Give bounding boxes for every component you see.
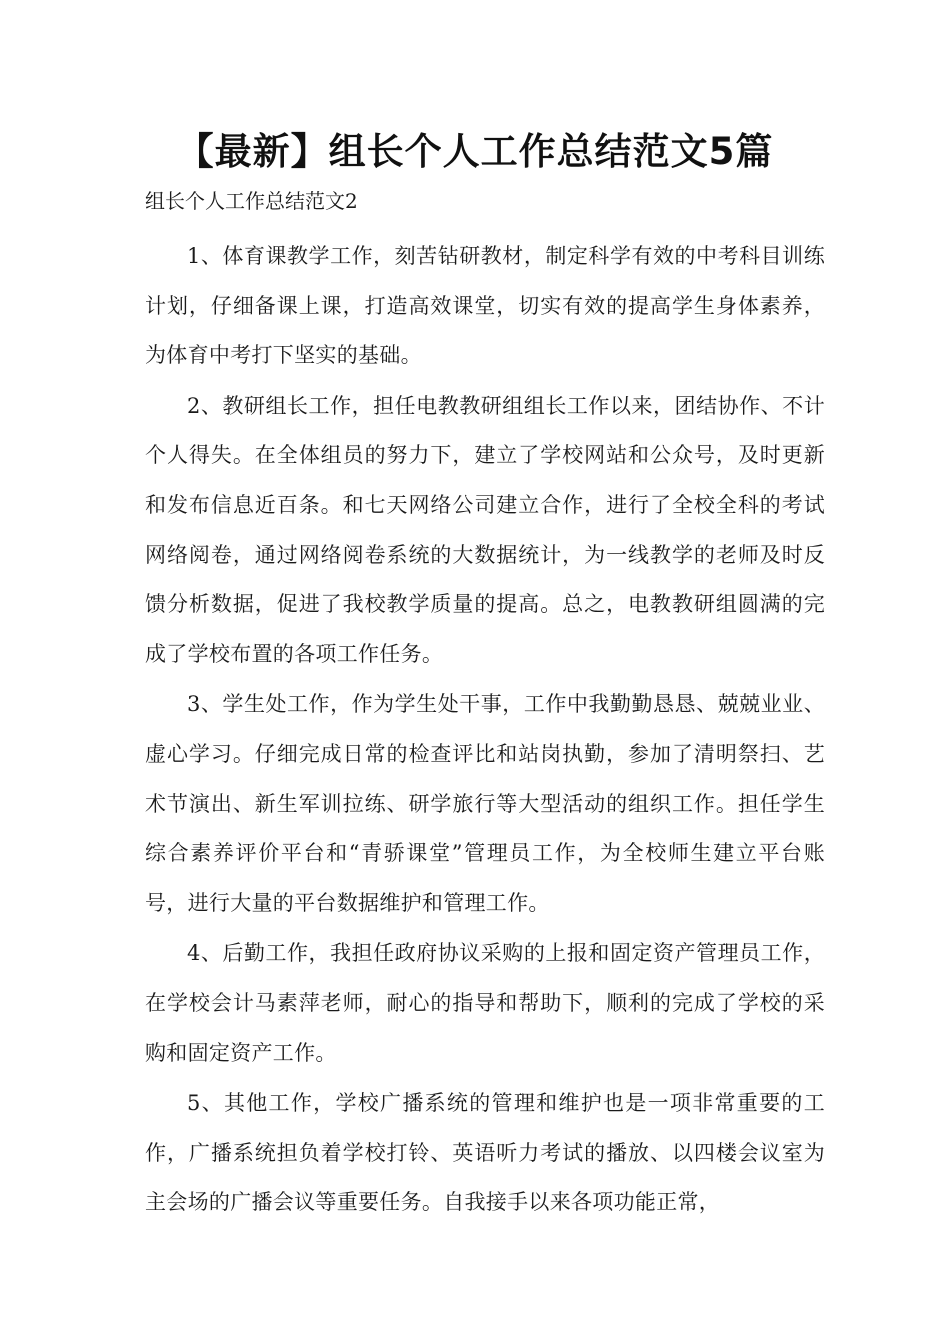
paragraph-4: 4、后勤工作，我担任政府协议采购的上报和固定资产管理员工作，在学校会计马素萍老师，耐心的指导和帮助下，顺利的完成了学校的采购和固定资产工作。 [145, 941, 825, 1065]
paragraph-3: 3、学生处工作，作为学生处干事，工作中我勤勤恳恳、兢兢业业、虚心学习。仔细完成日常的检查评比和站岗执勤，参加了清明祭扫、艺术节演出、新生军训拉练、研学旅行等大型活动的组织工作。担任学生综合素养评价平台和“青骄课堂”管理员工作，为全校师生建立平台账号，进行大量的平台数据维护和管理工作。 [145, 692, 825, 915]
paragraph-5: 5、其他工作，学校广播系统的管理和维护也是一项非常重要的工作，广播系统担负着学校打铃、英语听力考试的播放、以四楼会议室为主会场的广播会议等重要任务。自我接手以来各项功能正常， [145, 1091, 825, 1215]
paragraph-1: 1、体育课教学工作，刻苦钻研教材，制定科学有效的中考科目训练计划，仔细备课上课，打造高效课堂，切实有效的提高学生身体素养，为体育中考打下坚实的基础。 [145, 244, 825, 368]
document-title: 【最新】组长个人工作总结范文5篇 [176, 130, 774, 173]
paragraph-2: 2、教研组长工作，担任电教教研组组长工作以来，团结协作、不计个人得失。在全体组员的努力下，建立了学校网站和公众号，及时更新和发布信息近百条。和七天网络公司建立合作，进行了全校全科的考试网络阅卷，通过网络阅卷系统的大数据统计，为一线教学的老师及时反馈分析数据，促进了我校教学质量的提高。总之，电教教研组圆满的完成了学校布置的各项工作任务。 [145, 393, 825, 666]
document-subtitle: 组长个人工作总结范文2 [145, 189, 358, 213]
document-body [145, 232, 825, 1229]
